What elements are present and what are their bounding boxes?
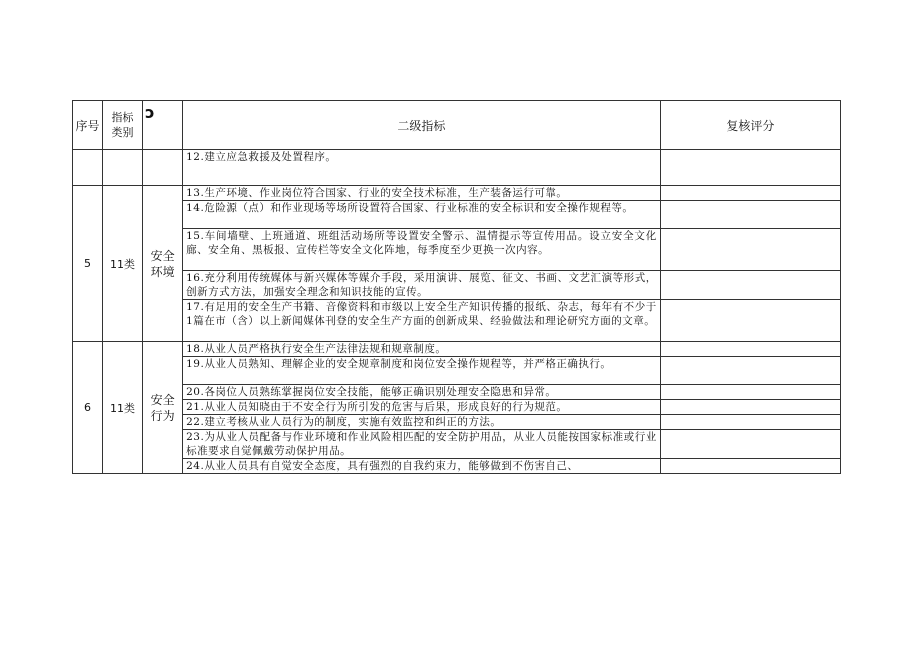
indicator-cell: 14.危险源（点）和作业现场等场所设置符合国家、行业标准的安全标识和安全操作规程等。 — [183, 201, 661, 229]
table-row — [73, 342, 841, 357]
header-type-mark: ↄ — [145, 103, 155, 122]
score-cell — [660, 201, 840, 229]
group-category: 11类 — [103, 342, 143, 474]
table-row — [73, 229, 841, 271]
indicator-cell: 15.车间墙壁、上班通道、班组活动场所等设置安全警示、温情提示等宣传用品。设立安全文化廊、安全角、黑板报、宣传栏等安全文化阵地，每季度至少更换一次内容。 — [183, 229, 661, 271]
score-cell — [660, 186, 840, 201]
table-row — [73, 201, 841, 229]
score-cell — [660, 415, 840, 430]
table-row — [73, 186, 841, 201]
indicator-cell: 24.从业人员具有自觉安全态度，具有强烈的自我约束力，能够做到不伤害自己、 — [183, 459, 661, 474]
indicator-cell: 12.建立应急救援及处置程序。 — [183, 150, 661, 186]
header-category: 指标 类别 — [103, 101, 143, 150]
group-type: 安全 环境 — [143, 186, 183, 342]
score-cell — [660, 342, 840, 357]
score-cell — [660, 271, 840, 300]
type-cell — [143, 150, 183, 186]
indicator-cell: 20.各岗位人员熟练掌握岗位安全技能，能够正确识别处理安全隐患和异常。 — [183, 385, 661, 400]
group-num: 5 — [73, 186, 103, 342]
indicator-cell: 13.生产环境、作业岗位符合国家、行业的安全技术标准，生产装备运行可靠。 — [183, 186, 661, 201]
header-row — [73, 101, 841, 150]
score-cell — [660, 459, 840, 474]
indicator-cell: 16.充分利用传统媒体与新兴媒体等媒介手段，采用演讲、展览、征文、书画、文艺汇演等形式，创新方式方法，加强安全理念和知识技能的宣传。 — [183, 271, 661, 300]
indicator-cell: 17.有足用的安全生产书籍、音像资料和市级以上安全生产知识传播的报纸、杂志，每年有不少于1篇在市（含）以上新闻媒体刊登的安全生产方面的创新成果、经验做法和理论研究方面的文章。 — [183, 300, 661, 342]
indicator-cell: 21.从业人员知晓由于不安全行为所引发的危害与后果，形成良好的行为规范。 — [183, 400, 661, 415]
num-cell — [73, 150, 103, 186]
score-cell — [660, 229, 840, 271]
table-row — [73, 300, 841, 342]
header-type — [143, 101, 183, 150]
indicator-cell: 22.建立考核从业人员行为的制度，实施有效监控和纠正的方法。 — [183, 415, 661, 430]
group-num: 6 — [73, 342, 103, 474]
group-category: 11类 — [103, 186, 143, 342]
header-num: 序号 — [73, 101, 103, 150]
indicator-table-sheet — [72, 100, 841, 541]
table-row — [73, 459, 841, 474]
score-cell — [660, 400, 840, 415]
table-row — [73, 415, 841, 430]
score-cell — [660, 385, 840, 400]
indicator-cell: 18.从业人员严格执行安全生产法律法规和规章制度。 — [183, 342, 661, 357]
group-type: 安全 行为 — [143, 342, 183, 474]
indicator-table — [72, 100, 841, 474]
table-row — [73, 385, 841, 400]
table-row — [73, 430, 841, 459]
score-cell — [660, 150, 840, 186]
indicator-cell: 23.为从业人员配备与作业环境和作业风险相匹配的安全防护用品，从业人员能按国家标准或行业标准要求自觉佩戴劳动保护用品。 — [183, 430, 661, 459]
table-row — [73, 150, 841, 186]
category-cell — [103, 150, 143, 186]
header-score: 复核评分 — [660, 101, 840, 150]
table-row — [73, 357, 841, 385]
score-cell — [660, 430, 840, 459]
header-indicator: 二级指标 — [183, 101, 661, 150]
table-row — [73, 271, 841, 300]
indicator-cell: 19.从业人员熟知、理解企业的安全规章制度和岗位安全操作规程等，并严格正确执行。 — [183, 357, 661, 385]
table-row — [73, 400, 841, 415]
score-cell — [660, 357, 840, 385]
score-cell — [660, 300, 840, 342]
